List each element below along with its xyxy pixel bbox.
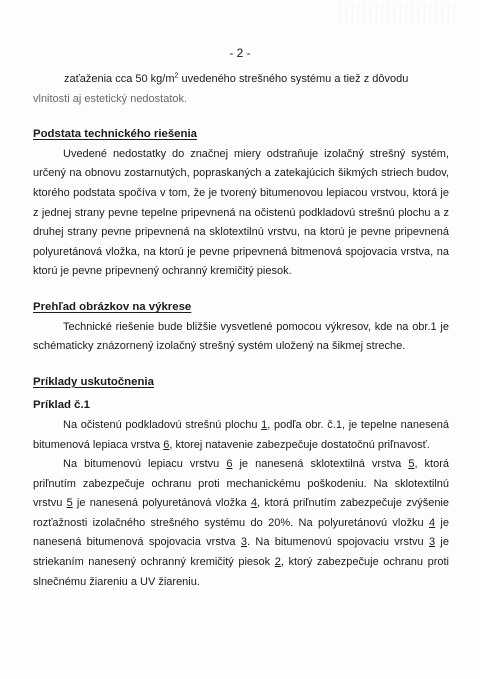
intro-text-3: vlnitosti aj estetický nedostatok. [33, 92, 188, 105]
example-text: , ktorej natavenie zabezpečuje dostatočnú priľnavosť. [169, 438, 430, 451]
scan-artifact [340, 4, 460, 22]
section-heading-prehlad: Prehľad obrázkov na výkrese [33, 300, 192, 313]
example-text: . Na bitumenovú spojovaciu vrstvu [246, 536, 429, 549]
example-paragraph-2 [33, 455, 449, 592]
intro-superscript: 2 [174, 72, 179, 80]
page-number: - 2 - [229, 46, 251, 60]
document-body [33, 70, 449, 592]
section-heading-podstata: Podstata technického riešenia [33, 128, 197, 141]
section-paragraph-prehlad: Technické riešenie bude bližšie vysvetlené pomocou výkresov, kde na obr.1 je schématicky znázornený izolačný strešný systém uložený na šikmej streche. [33, 320, 449, 353]
example-heading: Príklad č.1 [33, 399, 90, 412]
section-heading-priklady: Príklady uskutočnenia [33, 375, 154, 388]
reference-number: 2 [274, 556, 281, 569]
example-text: je nanesená sklotextilná vrstva [232, 458, 409, 471]
reference-number: 4 [428, 516, 436, 529]
example-text: , ktorá priľnutím zabezpečuje zvýšenie rozťažnosti izolačného strešného systému do 20%. Na polyuretánovú vložku [33, 497, 449, 529]
section-paragraph-podstata: Uvedené nedostatky do značnej miery odstraňuje izolačný strešný systém, určený na obnovu zostarnutých, popraskaných a zatekajúcich šikmých striech budov, ktorého podstata spočíva v tom, že je tvorený bitumenovou lepiacou vrstvou, ktorá je z jednej strany pevne tepelne pripevnená na očistenú podkladovú strešnú plochu a z druhej strany pevne pripevnená na sklotextilnú vrstvu, na ktorú je pevne pripevnená polyuretánová vložka, na ktorú je pevne pripevnená bitmenová spojovacia vrstva, na ktorú je pevne pripevnený ochranný kremičitý piesok. [33, 147, 449, 278]
example-text: , podľa obr. č.1, je tepelne nanesená bitumenová lepiaca vrstva [33, 418, 449, 451]
example-text: je striekaním nanesený ochranný kremičitý piesok [33, 536, 449, 569]
reference-number: 4 [250, 497, 258, 510]
intro-text-2: uvedeného strešného systému a tiež z dôvodu [178, 73, 409, 85]
example-text: , ktorá priľnutím zabezpečuje ochranu proti mechanickému poškodeniu. Na sklotextilnú vrstvu [33, 458, 449, 510]
intro-text-1: zaťaženia cca 50 kg/m [64, 73, 175, 85]
reference-number: 1 [261, 418, 268, 431]
example-body [33, 416, 449, 592]
example-paragraph-1 [33, 416, 449, 455]
example-text: je nanesená bitumenová spojovacia vrstva [33, 516, 449, 549]
reference-number: 5 [408, 458, 415, 471]
reference-number: 5 [66, 497, 73, 510]
example-text: je nanesená polyuretánová vložka [72, 497, 251, 510]
reference-number: 3 [428, 536, 436, 549]
example-text: Na bitumenovú lepiacu vrstvu [63, 458, 227, 471]
reference-number: 6 [163, 438, 170, 451]
example-text: , ktorý zabezpečuje ochranu proti slnečnému žiareniu a UV žiareniu. [33, 556, 449, 588]
reference-number: 3 [240, 536, 247, 549]
example-text: Na očistenú podkladovú strešnú plochu [63, 418, 262, 431]
intro-paragraph [33, 70, 449, 109]
reference-number: 6 [226, 458, 233, 471]
